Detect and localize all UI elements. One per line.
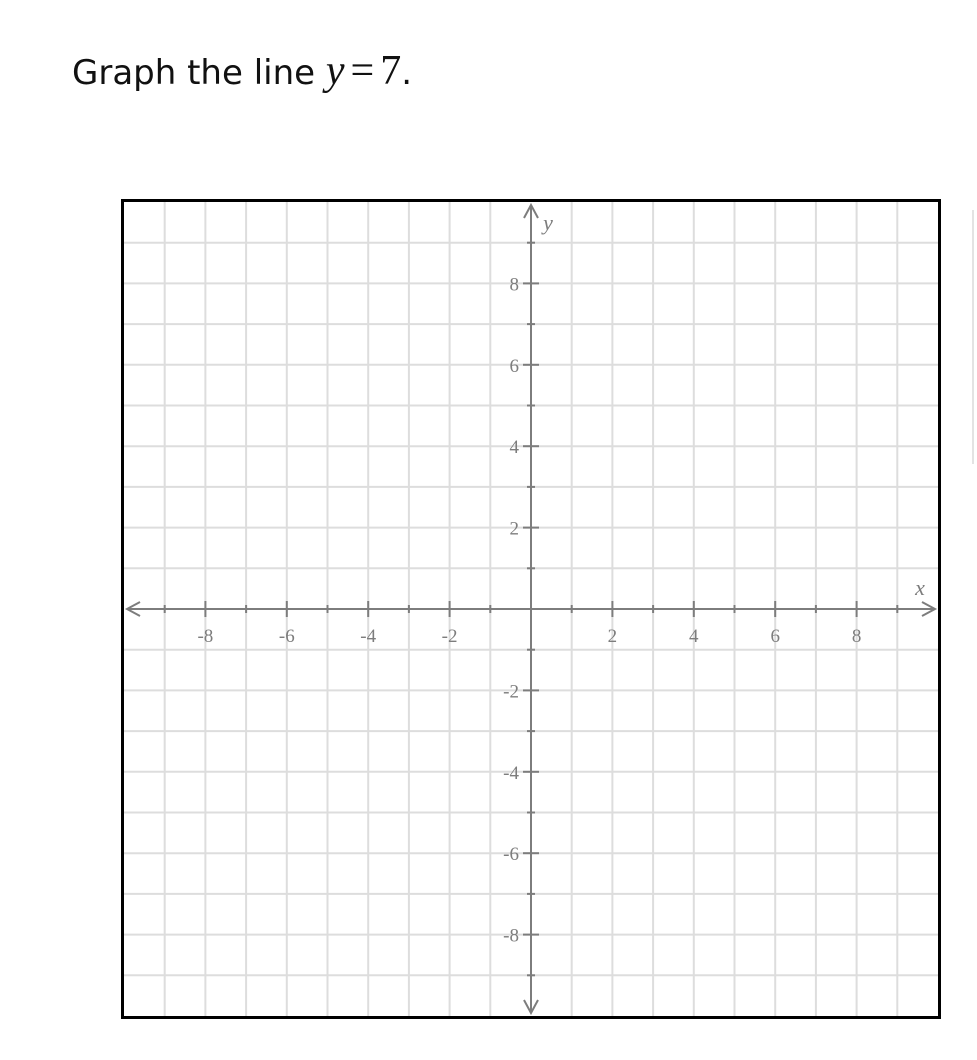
y-tick-label: -2 [503,681,519,703]
y-tick-label: 2 [509,518,519,540]
equation-value: 7 [380,48,402,94]
prompt-text: Graph the line [72,53,316,93]
question-prompt [72,48,412,96]
y-tick-label: -4 [503,762,519,784]
x-tick-label: -6 [278,626,295,647]
x-axis-label: x [915,575,925,600]
x-tick-label: 2 [607,626,618,647]
coordinate-plane[interactable] [124,202,938,1016]
x-tick-label: 4 [689,626,699,647]
y-tick-label: 8 [509,274,519,296]
equation [326,48,401,94]
side-panel-edge [972,210,977,464]
equation-equals: = [350,48,375,94]
equation-variable: y [325,48,345,94]
y-axis-label: y [543,210,553,235]
x-tick-label: -2 [441,626,458,647]
graphing-canvas[interactable] [121,199,941,1019]
y-tick-label: 6 [509,355,519,377]
x-tick-label: 6 [770,626,780,647]
x-tick-label: -8 [197,626,214,647]
y-tick-label: 4 [509,437,519,459]
y-tick-label: -6 [503,844,519,866]
x-tick-label: -4 [360,626,377,647]
prompt-period: . [401,53,413,93]
x-tick-label: 8 [851,626,862,647]
y-tick-label: -8 [503,925,519,947]
